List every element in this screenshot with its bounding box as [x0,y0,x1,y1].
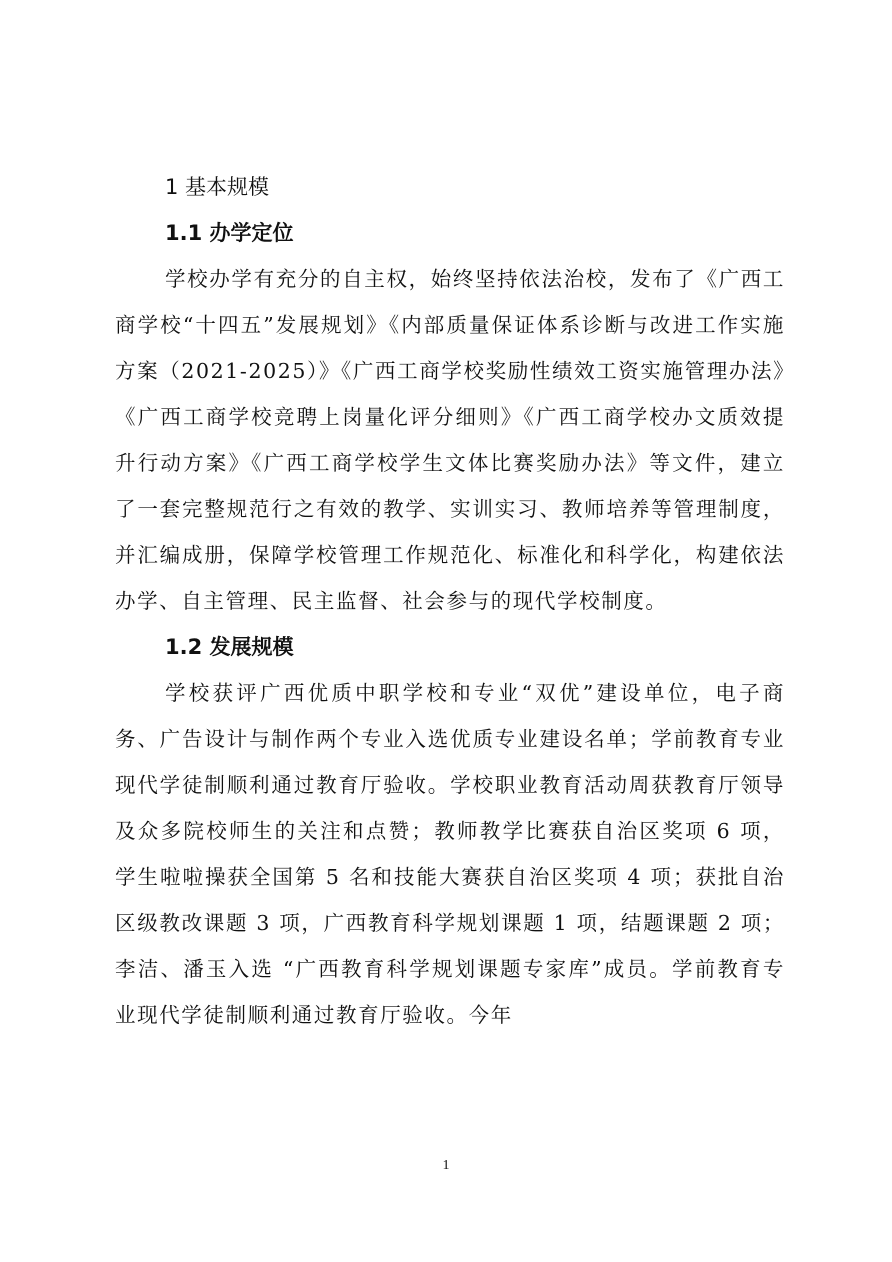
paragraph-positioning: 学校办学有充分的自主权，始终坚持依法治校，发布了《广西工商学校“十四五”发展规划》《内部质量保证体系诊断与改进工作实施方案（2021-2025）》《广西工商学校奖励性绩效工资实施管理办法》《广西工商学校竞聘上岗量化评分细则》《广西工商学校办文质效提升行动方案》《广西工商学校学生文体比赛奖励办法》等文件，建立了一套完整规范行之有效的教学、实训实习、教师培养等管理制度，并汇编成册，保障学校管理工作规范化、标准化和科学化，构建依法办学、自主管理、民主监督、社会参与的现代学校制度。 [115,267,785,613]
page-content [115,165,785,1038]
subsection-heading-scale: 1.2 发展规模 [165,635,294,659]
page-number: 1 [442,1158,450,1173]
paragraph-scale: 学校获评广西优质中职学校和专业“双优”建设单位，电子商务、广告设计与制作两个专业入选优质专业建设名单；学前教育专业现代学徒制顺利通过教育厅验收。学校职业教育活动周获教育厅领导及众多院校师生的关注和点赞；教师教学比赛获自治区奖项 6 项，学生啦啦操获全国第 5 名和技能大赛获自治区奖项 4 项；获批自治区级教改课题 3 项，广西教育科学规划课题 1 项，结题课题 2 项； 李洁、潘玉入选 “广西教育科学规划课题专家库”成员。学前教育专业现代学徒制顺利通过教育厅验收。今年 [115,681,785,1027]
subsection-heading-positioning: 1.1 办学定位 [165,221,294,245]
section-heading: 1 基本规模 [165,175,270,199]
